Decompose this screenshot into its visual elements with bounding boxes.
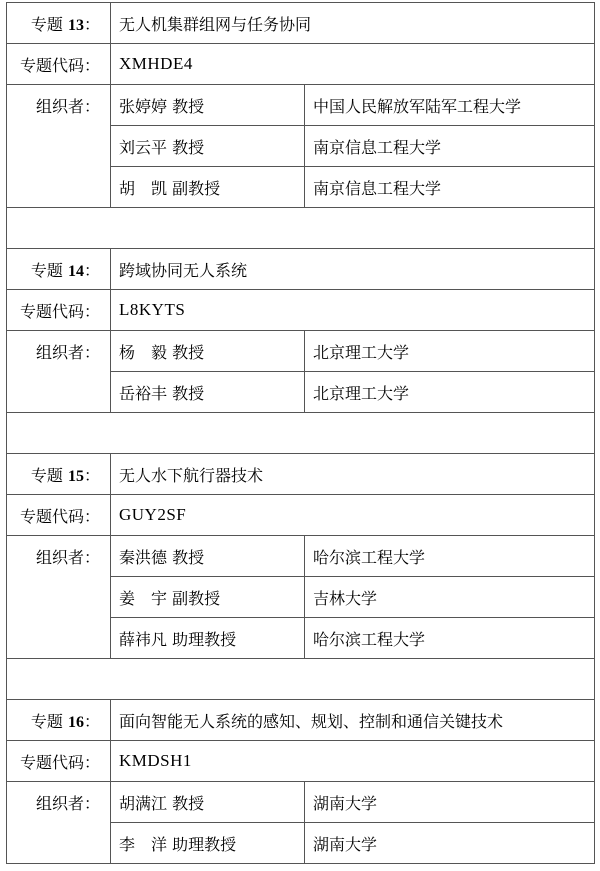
organizer-row: [7, 331, 595, 372]
organizer-affiliation: 湖南大学: [305, 782, 595, 823]
topic-code-label: 专题代码：: [7, 290, 111, 331]
topic-number-label: [7, 700, 111, 741]
topic-number-label: [7, 249, 111, 290]
topic-label-text: 专题: [30, 260, 63, 280]
organizer-label: 组织者：: [7, 536, 111, 659]
spacer-cell: [7, 413, 595, 454]
spacer-row: [7, 659, 595, 700]
organizer-affiliation: 吉林大学: [305, 577, 595, 618]
topic-number: 13: [67, 16, 84, 34]
topic-code: KMDSH1: [111, 741, 595, 782]
topic-header-row: [7, 3, 595, 44]
organizer-name: 刘云平 教授: [111, 126, 305, 167]
organizer-name: 岳裕丰 教授: [111, 372, 305, 413]
organizer-affiliation: 中国人民解放军陆军工程大学: [305, 85, 595, 126]
organizer-name: 杨 毅 教授: [111, 331, 305, 372]
organizer-label: 组织者：: [7, 331, 111, 413]
organizer-affiliation: 北京理工大学: [305, 331, 595, 372]
topic-title: 跨域协同无人系统: [111, 249, 595, 290]
topic-document: [6, 2, 594, 864]
organizer-affiliation: 南京信息工程大学: [305, 167, 595, 208]
topic-label-text: 专题: [30, 14, 63, 34]
topic-code: L8KYTS: [111, 290, 595, 331]
spacer-cell: [7, 208, 595, 249]
organizer-name: 姜 宇 副教授: [111, 577, 305, 618]
topic-title: 无人机集群组网与任务协同: [111, 3, 595, 44]
organizer-affiliation: 南京信息工程大学: [305, 126, 595, 167]
topic-code-label: 专题代码：: [7, 741, 111, 782]
topic-code: XMHDE4: [111, 44, 595, 85]
topic-code-row: [7, 44, 595, 85]
topics-table: [6, 2, 595, 864]
topic-header-row: [7, 700, 595, 741]
topic-title: 无人水下航行器技术: [111, 454, 595, 495]
topic-code-row: [7, 495, 595, 536]
topic-title: 面向智能无人系统的感知、规划、控制和通信关键技术: [111, 700, 595, 741]
topic-label-text: 专题: [30, 465, 63, 485]
topic-code-row: [7, 290, 595, 331]
spacer-row: [7, 413, 595, 454]
topic-colon: ：: [83, 465, 100, 485]
topic-number: 16: [67, 713, 84, 731]
topic-code-row: [7, 741, 595, 782]
organizer-name: 秦洪德 教授: [111, 536, 305, 577]
organizer-affiliation: 哈尔滨工程大学: [305, 536, 595, 577]
organizer-name: 张婷婷 教授: [111, 85, 305, 126]
organizer-row: [7, 782, 595, 823]
topic-colon: ：: [83, 711, 100, 731]
organizer-row: [7, 85, 595, 126]
topic-code-label: 专题代码：: [7, 495, 111, 536]
topic-header-row: [7, 249, 595, 290]
topic-colon: ：: [83, 260, 100, 280]
organizer-name: 胡 凯 副教授: [111, 167, 305, 208]
topic-code: GUY2SF: [111, 495, 595, 536]
organizer-row: [7, 536, 595, 577]
organizer-affiliation: 湖南大学: [305, 823, 595, 864]
organizer-label: 组织者：: [7, 85, 111, 208]
topic-number: 15: [67, 467, 84, 485]
spacer-row: [7, 208, 595, 249]
topic-number: 14: [67, 262, 84, 280]
organizer-affiliation: 哈尔滨工程大学: [305, 618, 595, 659]
organizer-affiliation: 北京理工大学: [305, 372, 595, 413]
organizer-name: 胡满江 教授: [111, 782, 305, 823]
topic-header-row: [7, 454, 595, 495]
topic-number-label: [7, 3, 111, 44]
topic-number-label: [7, 454, 111, 495]
organizer-label: 组织者：: [7, 782, 111, 864]
topic-label-text: 专题: [30, 711, 63, 731]
organizer-name: 薛祎凡 助理教授: [111, 618, 305, 659]
spacer-cell: [7, 659, 595, 700]
topic-colon: ：: [83, 14, 100, 34]
organizer-name: 李 洋 助理教授: [111, 823, 305, 864]
topic-code-label: 专题代码：: [7, 44, 111, 85]
